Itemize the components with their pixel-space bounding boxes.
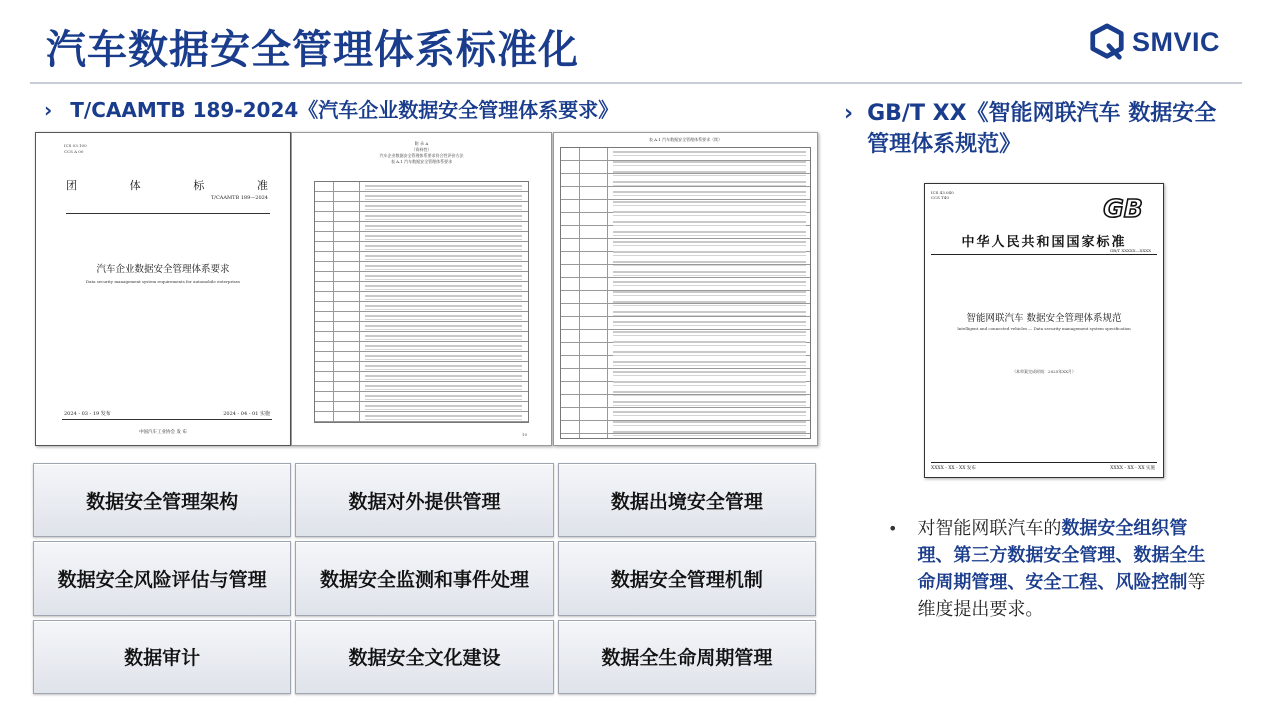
cover-standard-name-en: Data security management system requirements for automobile enterprises xyxy=(85,279,241,284)
key-areas-grid xyxy=(33,463,816,694)
gb-logo-icon xyxy=(1097,194,1149,222)
cover-rule-bottom xyxy=(62,419,272,420)
page-title: 汽车数据安全管理体系标准化 xyxy=(46,27,579,73)
annex-page-thumbnail xyxy=(291,132,552,446)
requirements-table xyxy=(314,181,529,423)
cover-type-char: 体 xyxy=(129,179,141,192)
right-heading-text: GB/T XX《智能网联汽车 数据安全管理体系规范》 xyxy=(867,101,1217,157)
annex-continued-heading: 表 A.1 汽车数据安全管理体系要求（续） xyxy=(648,137,723,142)
company-logo xyxy=(1088,22,1220,62)
gb-ics-block xyxy=(931,190,954,200)
logo-text: SMVIC xyxy=(1132,26,1221,57)
note-text xyxy=(917,515,1223,623)
area-cell: 数据安全管理机制 xyxy=(558,541,816,615)
gb-national-standard-label: 中华人民共和国国家标准 xyxy=(961,235,1127,250)
area-cell: 数据安全风险评估与管理 xyxy=(33,541,291,615)
area-cell: 数据审计 xyxy=(33,620,291,694)
left-heading-text: T/CAAMTB 189-2024《汽车企业数据安全管理体系要求》 xyxy=(70,98,619,122)
note-prefix: 对智能网联汽车的 xyxy=(917,518,1062,539)
gb-standard-number: GB/T XXXXX—XXXX xyxy=(1109,248,1151,253)
annex-continued-page-thumbnail xyxy=(553,132,818,446)
cover-impl-date: 2024 - 04 - 01 实施 xyxy=(223,411,270,417)
right-section-heading xyxy=(844,98,1224,160)
gb-rule-top xyxy=(931,254,1157,255)
header-divider xyxy=(30,82,1242,84)
standard-cover-thumbnail xyxy=(35,132,291,446)
gb-impl-date: XXXX - XX - XX 实施 xyxy=(1110,466,1155,471)
bullet-icon: • xyxy=(888,519,898,538)
cover-type-char: 团 xyxy=(66,179,77,192)
cover-dates xyxy=(64,410,270,417)
note-suffix: 等维度提出要求。 xyxy=(917,572,1206,620)
gb-standard-cover-thumbnail xyxy=(924,183,1164,478)
gb-ics-line: ICS 43.040 xyxy=(931,190,954,195)
cover-code-line: ICS 03.100 xyxy=(64,143,87,148)
cover-publisher: 中国汽车工业协会 发 布 xyxy=(139,430,187,435)
cover-standard-number: T/CAAMTB 189—2024 xyxy=(210,195,268,201)
left-section-heading xyxy=(44,94,618,123)
gb-standard-name: 智能网联汽车 数据安全管理体系规范 xyxy=(966,313,1122,324)
gb-standard-name-en: Intelligent and connected vehicles — Data security management system specification xyxy=(957,326,1131,331)
cover-type-char: 准 xyxy=(256,179,268,192)
gb-draft-note: （本草案完成时间：2025年XX月） xyxy=(1012,369,1076,374)
gb-logo-text: GB xyxy=(1103,194,1143,222)
area-cell: 数据全生命周期管理 xyxy=(558,620,816,694)
cover-type-heading xyxy=(66,177,268,193)
gb-dates xyxy=(931,465,1155,471)
area-cell: 数据出境安全管理 xyxy=(558,463,816,537)
annex-heading-line: 表 A.1 汽车数据安全管理体系要求 xyxy=(390,159,453,164)
gb-rule-bottom xyxy=(931,462,1157,463)
area-cell: 数据安全文化建设 xyxy=(295,620,553,694)
annex-heading-line: （资料性） xyxy=(411,147,432,152)
cover-issue-date: 2024 - 03 - 19 发布 xyxy=(64,411,111,417)
gb-issue-date: XXXX - XX - XX 发布 xyxy=(931,466,976,471)
note-highlight: 数据安全组织管理、第三方数据安全管理、数据全生命周期管理、安全工程、风险控制 xyxy=(917,518,1206,593)
area-cell: 数据安全管理架构 xyxy=(33,463,291,537)
area-cell: 数据安全监测和事件处理 xyxy=(295,541,553,615)
requirements-note xyxy=(888,515,1223,623)
requirements-table-continued xyxy=(560,147,811,439)
smvic-q-mark-icon xyxy=(1088,23,1126,61)
cover-rule-top xyxy=(66,213,270,214)
cover-code-block xyxy=(64,143,87,155)
annex-page-heading xyxy=(292,141,551,165)
chevron-right-icon: › xyxy=(844,101,854,126)
gb-ics-line: CCS T40 xyxy=(931,195,949,200)
chevron-right-icon: › xyxy=(44,98,53,122)
annex-heading-line: 附 录 A xyxy=(414,141,429,146)
page-number: 10 xyxy=(521,432,527,437)
cover-standard-name: 汽车企业数据安全管理体系要求 xyxy=(96,264,230,275)
annex-heading-line: 汽车企业数据安全管理体系要求符合性评价方法 xyxy=(379,153,464,158)
cover-type-char: 标 xyxy=(193,179,205,192)
area-cell: 数据对外提供管理 xyxy=(295,463,553,537)
cover-code-line: CCS A 00 xyxy=(64,149,84,154)
